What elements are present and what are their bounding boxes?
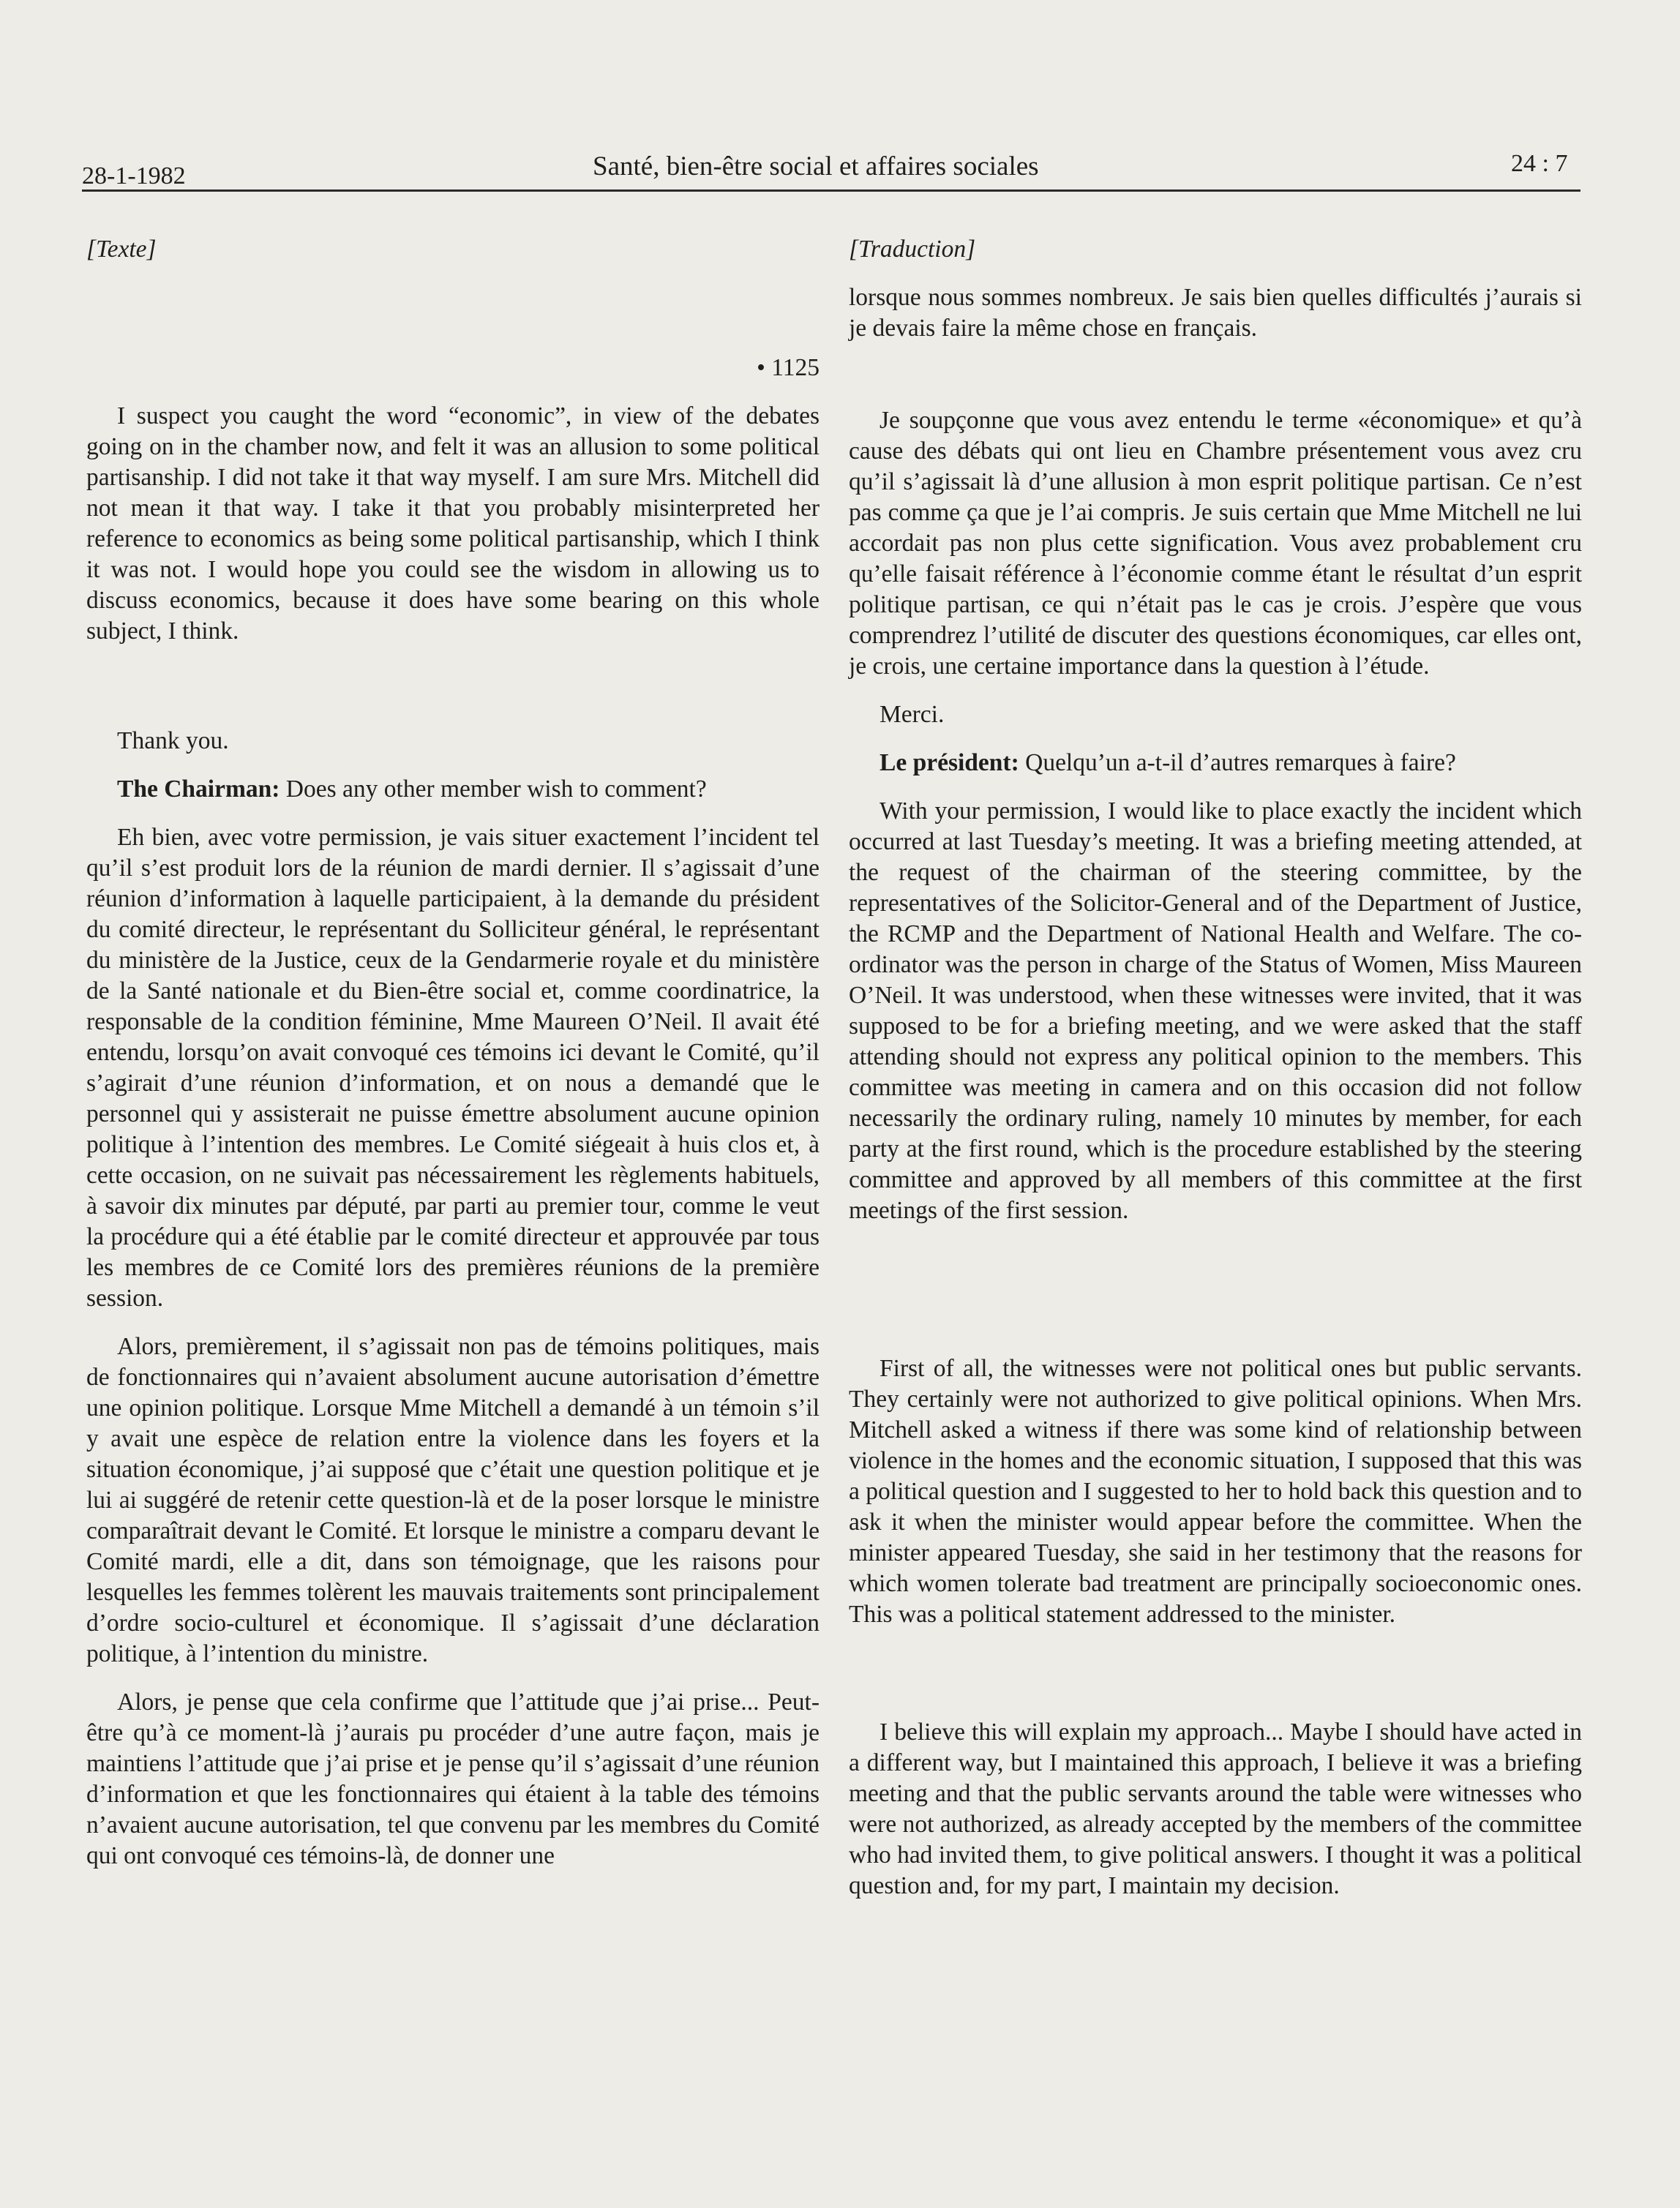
page-number: 24 : 7 [1511, 150, 1568, 177]
speaker-label: The Chairman: [117, 776, 280, 803]
right-paragraph-0: lorsque nous sommes nombreux. Je sais bien quelles difficultés j’aurais si je devais faire la même chose en français. [849, 284, 1582, 342]
right-column [849, 234, 1582, 1919]
text-tag: [Texte] [86, 236, 157, 263]
header-rule [82, 189, 1580, 192]
right-chair-paragraph [849, 748, 1582, 778]
left-paragraph-5: Alors, je pense que cela confirme que l’attitude que j’ai prise... Peut-être qu’à ce moment-là j’aurais pu procéder d’une autre façon, mais je maintiens l’attitude que j’ai prise et je pense qu’il s’agissait d’une réunion d’information et que les fonctionnaires qui étaient à la table des témoins n’avaient aucune autorisation, tel que convenu par les membres du Comité qui ont convoqué ces témoins-là, de donner une [86, 1689, 820, 1869]
right-paragraph-5: I believe this will explain my approach... Maybe I should have acted in a different way, but I maintained this approach, I believe it was a briefing meeting and that the public servants around the table were witnesses who were not authorized, as already accepted by the members of the committee who had invited them, to give political answers. I thought it was a political question and, for my part, I maintain my decision. [849, 1719, 1583, 1899]
speaker-label: Le président: [880, 749, 1019, 776]
speaker-text: Quelqu’un a-t-il d’autres remarques à faire? [1019, 749, 1456, 776]
left-column [86, 234, 820, 1889]
header-title: Santé, bien-être social et affaires sociales [593, 151, 1039, 181]
translation-tag: [Traduction] [849, 236, 976, 263]
right-paragraph-1: Je soupçonne que vous avez entendu le terme «économique» et qu’à cause des débats qui ont lieu en Chambre présentement vous avez cru qu’il s’agissait là d’une allusion à mon esprit politique partisan. Ce n’est pas comme ça que je l’ai compris. Je suis certain que Mme Mitchell ne lui accordait pas non plus cette signification. Vous avez probablement cru qu’elle faisait référence à l’économie comme étant le résultat d’un esprit politique partisan, ce qui n’était pas le cas je crois. J’espère que vous comprendrez l’utilité de discuter des questions économiques, car elles ont, je crois, une certaine importance dans la question à l’étude. [849, 407, 1582, 680]
section-marker: • 1125 [757, 354, 820, 381]
right-paragraph-2: Merci. [880, 701, 945, 728]
right-paragraph-3: With your permission, I would like to place exactly the incident which occurred at last Tuesday’s meeting. It was a briefing meeting attended, at the request of the chairman of the steering committee, by the representatives of the Solicitor-General and of the Department of Justice, the RCMP and the Department of National Health and Welfare. The co-ordinator was the person in charge of the Status of Women, Miss Maureen O’Neil. It was understood, when these witnesses were invited, that it was supposed to be for a briefing meeting, and we were asked that the staff attending should not express any political opinion to the members. This committee was meeting in camera and on this occasion did not follow necessarily the ordinary ruling, namely 10 minutes by member, for each party at the first round, which is the procedure established by the steering committee and approved by all members of this committee at the first meetings of the first session. [849, 797, 1582, 1224]
speaker-text: Does any other member wish to comment? [280, 776, 707, 803]
left-paragraph-1: I suspect you caught the word “economic”, in view of the debates going on in the chamber now, and felt it was an allusion to some political partisanship. I did not take it that way myself. I am sure Mrs. Mitchell did not mean it that way. I take it that you probably misinterpreted her reference to economics as being some political partisanship, which I think it was not. I would hope you could see the wisdom in allowing us to discuss economics, because it does have some bearing on this whole subject, I think. [86, 402, 820, 645]
left-paragraph-4: Alors, premièrement, il s’agissait non pas de témoins politiques, mais de fonctionnaires qui n’avaient absolument aucune autorisation d’émettre une opinion politique. Lorsque Mme Mitchell a demandé à un témoin s’il y avait une espèce de relation entre la violence dans les foyers et la situation économique, j’ai supposé que c’était une question politique et je lui ai suggéré de retenir cette question-là et de la poser lorsque le ministre comparaîtrait devant le Comité. Et lorsque le ministre a comparu devant le Comité mardi, elle a dit, dans son témoignage, que les raisons pour lesquelles les femmes tolèrent les mauvais traitements sont principalement d’ordre socio-culturel et économique. Il s’agissait d’une déclaration politique, à l’intention du ministre. [86, 1333, 820, 1667]
header-date: 28-1-1982 [82, 162, 186, 189]
left-chair-paragraph [86, 774, 820, 805]
left-paragraph-3: Eh bien, avec votre permission, je vais situer exactement l’incident tel qu’il s’est produit lors de la réunion de mardi dernier. Il s’agissait d’une réunion d’information à laquelle participaient, à la demande du président du comité directeur, le représentant du Solliciteur général, le représentant du ministère de la Justice, ceux de la Gendarmerie royale et du ministère de la Santé nationale et du Bien-être social et, comme coordinatrice, la responsable de la condition féminine, Mme Maureen O’Neil. Il avait été entendu, lorsqu’on avait convoqué ces témoins ici devant le Comité, qu’il s’agirait d’une réunion d’information, et on nous a demandé que le personnel qui y assisterait ne puisse émettre absolument aucune opinion politique à l’intention des membres. Le Comité siégeait à huis clos et, à cette occasion, on ne suivait pas nécessairement les règlements habituels, à savoir dix minutes par député, par parti au premier tour, comme le veut la procédure qui a été établie par le comité directeur et approuvée par tous les membres de ce Comité lors des premières réunions de la première session. [86, 824, 820, 1312]
right-paragraph-4: First of all, the witnesses were not political ones but public servants. They certainly were not authorized to give political opinions. When Mrs. Mitchell asked a witness if there was some kind of relationship between violence in the homes and the economic situation, I supposed that this was a political question and I suggested to her to hold back this question and to ask it when the minister would appear before the committee. When the minister appeared Tuesday, she said in her testimony that the reasons for which women tolerate bad treatment are principally socioeconomic ones. This was a political statement addressed to the minister. [849, 1355, 1582, 1628]
left-paragraph-2: Thank you. [117, 727, 229, 754]
